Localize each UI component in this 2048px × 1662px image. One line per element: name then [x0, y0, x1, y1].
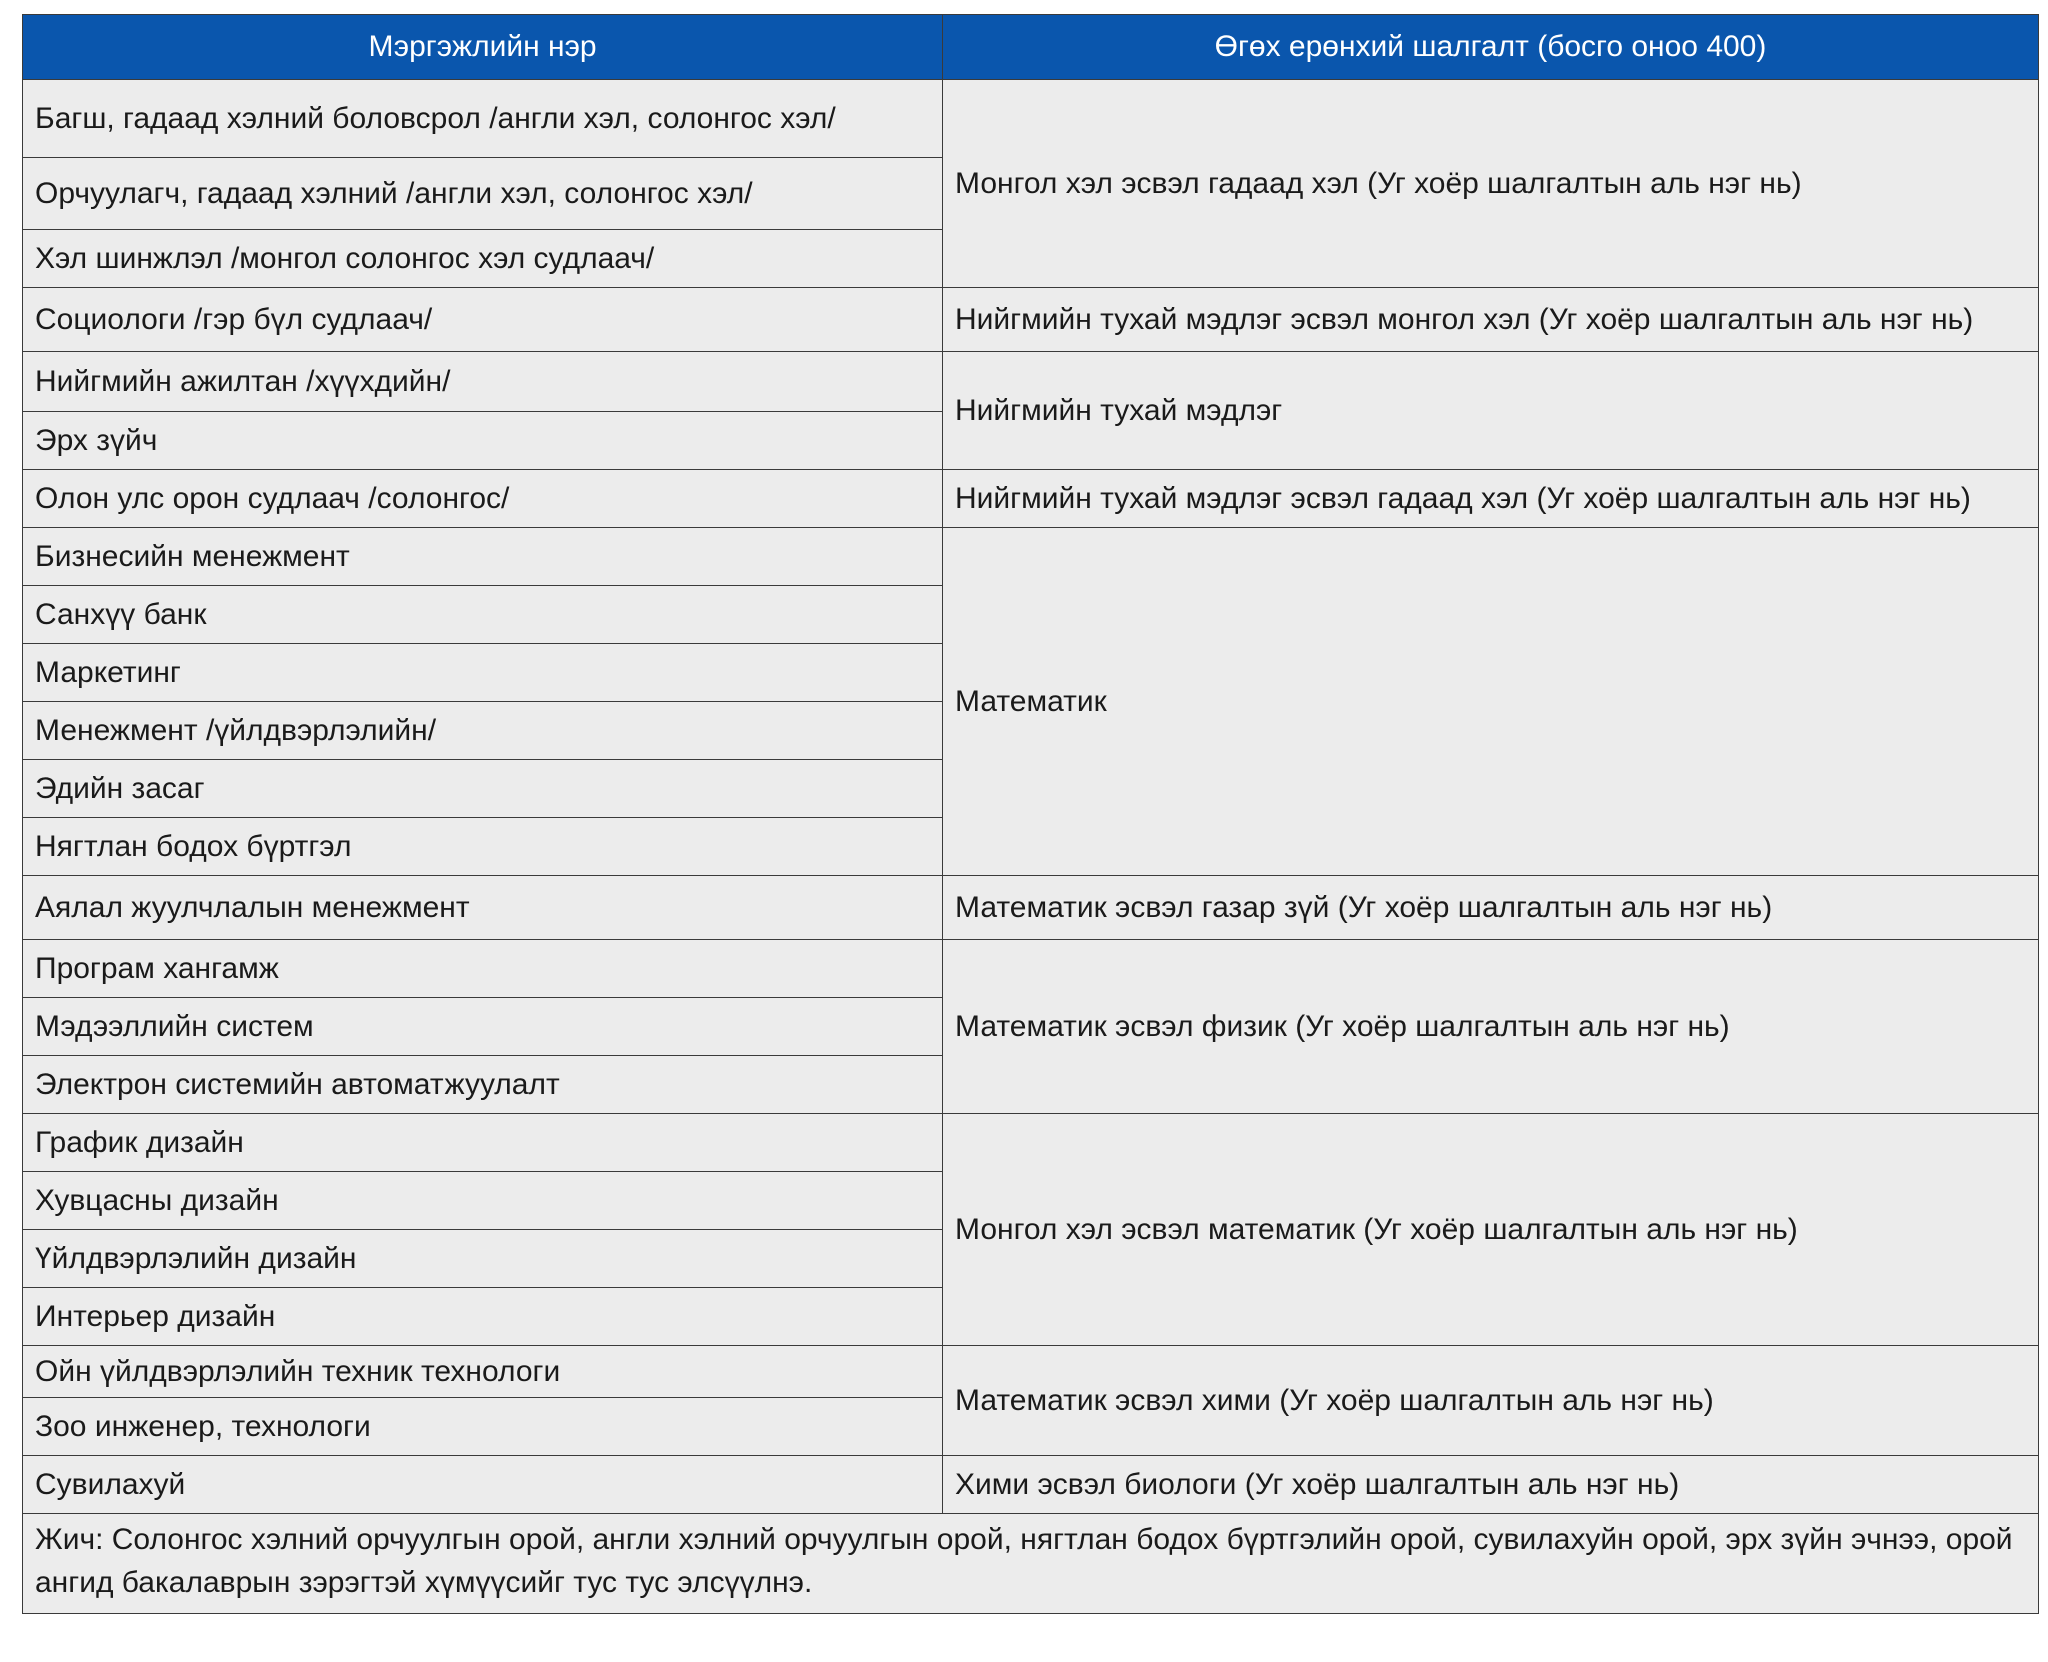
table-row	[23, 1456, 2039, 1514]
table-row	[23, 80, 2039, 158]
major-name-cell: Нийгмийн ажилтан /хүүхдийн/	[23, 352, 943, 412]
major-name-cell: Мэдээллийн систем	[23, 998, 943, 1056]
major-name-cell: График дизайн	[23, 1114, 943, 1172]
exam-cell: Хими эсвэл биологи (Уг хоёр шалгалтын аль нэг нь)	[943, 1456, 2039, 1514]
note-text: Жич: Солонгос хэлний орчуулгын орой, англи хэлний орчуулгын орой, нягтлан бодох бүртгэлийн орой, сувилахуйн орой, эрх зүйн эчнээ, орой ангид бакалаврын зэрэгтэй хүмүүсийг тус тус элсүүлнэ.	[23, 1514, 2039, 1614]
exam-cell: Нийгмийн тухай мэдлэг эсвэл гадаад хэл (Уг хоёр шалгалтын аль нэг нь)	[943, 470, 2039, 528]
major-name-cell: Багш, гадаад хэлний боловсрол /англи хэл, солонгос хэл/	[23, 80, 943, 158]
table-row	[23, 470, 2039, 528]
major-name-cell: Үйлдвэрлэлийн дизайн	[23, 1230, 943, 1288]
header-exam: Өгөх ерөнхий шалгалт (босго оноо 400)	[943, 15, 2039, 80]
major-name-cell: Ойн үйлдвэрлэлийн техник технологи	[23, 1346, 943, 1398]
exam-cell: Нийгмийн тухай мэдлэг эсвэл монгол хэл (Уг хоёр шалгалтын аль нэг нь)	[943, 288, 2039, 352]
exam-cell: Монгол хэл эсвэл гадаад хэл (Уг хоёр шалгалтын аль нэг нь)	[943, 80, 2039, 288]
major-name-cell: Менежмент /үйлдвэрлэлийн/	[23, 702, 943, 760]
major-name-cell: Хэл шинжлэл /монгол солонгос хэл судлаач/	[23, 230, 943, 288]
exam-cell: Математик эсвэл физик (Уг хоёр шалгалтын аль нэг нь)	[943, 940, 2039, 1114]
major-name-cell: Нягтлан бодох бүртгэл	[23, 818, 943, 876]
major-name-cell: Програм хангамж	[23, 940, 943, 998]
note-row	[23, 1514, 2039, 1614]
table-row	[23, 940, 2039, 998]
major-name-cell: Маркетинг	[23, 644, 943, 702]
table-row	[23, 1114, 2039, 1172]
header-row	[23, 15, 2039, 80]
major-name-cell: Эрх зүйч	[23, 412, 943, 470]
major-name-cell: Эдийн засаг	[23, 760, 943, 818]
major-name-cell: Социологи /гэр бүл судлаач/	[23, 288, 943, 352]
table-row	[23, 876, 2039, 940]
major-name-cell: Электрон системийн автоматжуулалт	[23, 1056, 943, 1114]
major-name-cell: Орчуулагч, гадаад хэлний /англи хэл, солонгос хэл/	[23, 158, 943, 230]
exam-cell: Математик эсвэл хими (Уг хоёр шалгалтын аль нэг нь)	[943, 1346, 2039, 1456]
major-name-cell: Зоо инженер, технологи	[23, 1398, 943, 1456]
major-name-cell: Бизнесийн менежмент	[23, 528, 943, 586]
table-row	[23, 288, 2039, 352]
exam-cell: Математик эсвэл газар зүй (Уг хоёр шалгалтын аль нэг нь)	[943, 876, 2039, 940]
major-name-cell: Сувилахуй	[23, 1456, 943, 1514]
major-name-cell: Хувцасны дизайн	[23, 1172, 943, 1230]
major-name-cell: Интерьер дизайн	[23, 1288, 943, 1346]
table-row	[23, 352, 2039, 412]
table-row	[23, 1346, 2039, 1398]
header-major-name: Мэргэжлийн нэр	[23, 15, 943, 80]
exam-cell: Монгол хэл эсвэл математик (Уг хоёр шалгалтын аль нэг нь)	[943, 1114, 2039, 1346]
exam-requirements-table	[22, 14, 2039, 1614]
table-row	[23, 528, 2039, 586]
major-name-cell: Олон улс орон судлаач /солонгос/	[23, 470, 943, 528]
major-name-cell: Санхүү банк	[23, 586, 943, 644]
exam-cell: Математик	[943, 528, 2039, 876]
exam-cell: Нийгмийн тухай мэдлэг	[943, 352, 2039, 470]
major-name-cell: Аялал жуулчлалын менежмент	[23, 876, 943, 940]
table-body	[23, 80, 2039, 1614]
